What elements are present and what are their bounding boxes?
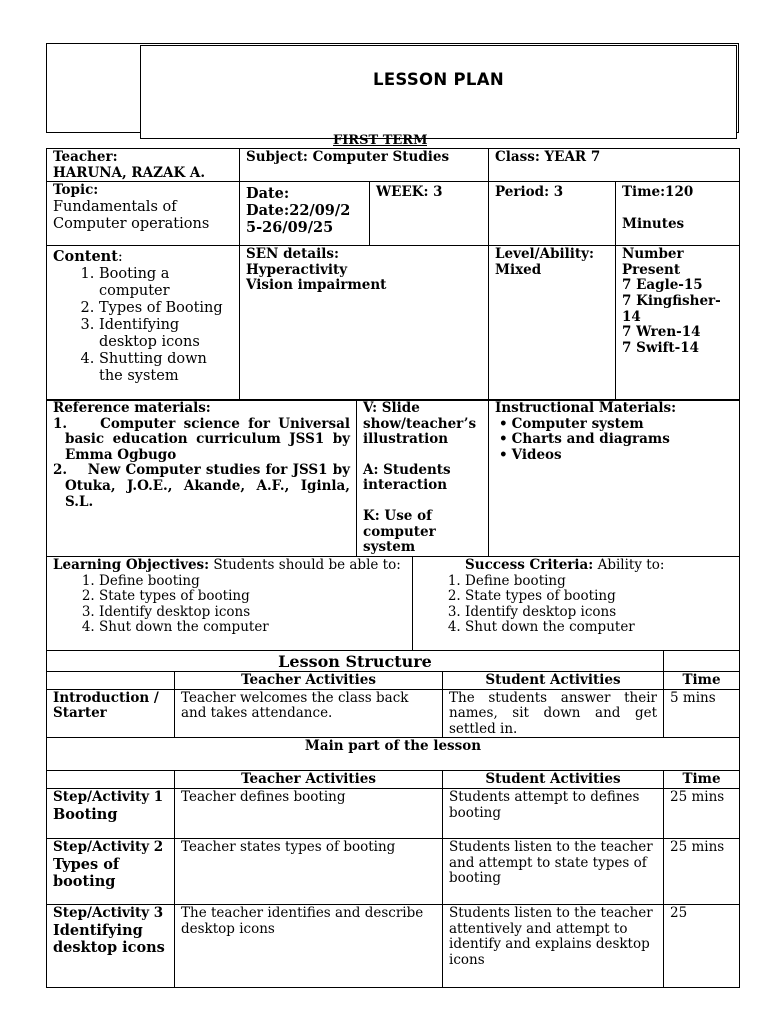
list-item: • Charts and diagrams	[511, 432, 733, 448]
intro-time: 5 mins	[664, 689, 740, 738]
time-value: Time:120	[622, 184, 694, 201]
step-teacher: The teacher identifies and describe desktop icons	[175, 904, 443, 987]
instructional-list	[495, 417, 733, 464]
reference-text: Computer science for Universal basic education curriculum JSS1 by Emma Ogbugo	[65, 415, 350, 463]
student-activities-header: Student Activities	[443, 771, 664, 789]
content-list	[53, 266, 233, 385]
content-cell	[47, 246, 240, 401]
vak-cell	[357, 400, 489, 557]
list-item: 4. Shut down the computer	[99, 620, 406, 636]
empty-cell	[47, 672, 175, 690]
date-value: Date:22/09/2 5-26/09/25	[246, 202, 351, 237]
sen-item: Hyperactivity	[246, 261, 348, 278]
intro-label: Introduction / Starter	[47, 689, 175, 738]
date-label: Date:	[246, 185, 290, 203]
term-label: FIRST TERM	[333, 134, 428, 148]
empty-cell	[47, 771, 175, 789]
lesson-structure-table	[46, 650, 740, 988]
reference-item-2: 2. New Computer studies for JSS1 by Otuka, J.O.E., Akande, A.F., Iginla, S.L.	[53, 462, 350, 510]
level-value: Mixed	[495, 261, 542, 278]
table-row	[47, 788, 740, 838]
time-header: Time	[664, 771, 740, 789]
list-item: 2. Types of Booting	[99, 300, 233, 317]
date-cell	[240, 182, 370, 246]
teacher-cell	[47, 149, 240, 182]
week-cell: WEEK: 3	[370, 182, 489, 246]
objectives-label: Learning Objectives:	[53, 557, 210, 573]
list-item: 1. Define booting	[465, 574, 733, 590]
student-activities-header: Student Activities	[443, 672, 664, 690]
step-name: Booting	[53, 805, 118, 823]
step-student: Students listen to the teacher attentively and attempt to identify and explains desktop icons	[443, 904, 664, 987]
teacher-name: HARUNA, RAZAK A.	[53, 164, 206, 181]
step-teacher: Teacher defines booting	[175, 788, 443, 838]
page-title: LESSON PLAN	[373, 70, 504, 89]
success-cell	[413, 557, 740, 651]
period-cell: Period: 3	[489, 182, 616, 246]
topic-text: Fundamentals of Computer operations	[53, 198, 210, 232]
teacher-activities-header: Teacher Activities	[175, 771, 443, 789]
teacher-label: Teacher:	[53, 149, 118, 165]
step-teacher: Teacher states types of booting	[175, 838, 443, 904]
success-heading	[419, 558, 733, 574]
step-student: Students listen to the teacher and attempt to state types of booting	[443, 838, 664, 904]
step-time: 25 mins	[664, 838, 740, 904]
number-present-item: 7 Kingfisher-14	[622, 292, 721, 325]
step-student: Students attempt to defines booting	[443, 788, 664, 838]
list-item: 4. Shut down the computer	[465, 620, 733, 636]
topic-label: Topic:	[53, 182, 99, 199]
step-name: Types of booting	[53, 855, 120, 890]
step-cell	[47, 904, 175, 987]
subject-cell: Subject: Computer Studies	[240, 149, 489, 182]
content-label: Content	[53, 248, 118, 266]
intro-student: The students answer their names, sit down and get settled in.	[443, 689, 664, 738]
reference-cell	[47, 400, 357, 557]
objectives-list	[53, 574, 406, 636]
kinesthetic-text: K: Use of computer system	[363, 507, 436, 556]
time-unit: Minutes	[622, 215, 685, 232]
step-label: Step/Activity 3	[53, 904, 164, 921]
visual-text: V: Slide show/teacher’s illustration	[363, 400, 477, 448]
content-heading: Content:	[53, 248, 123, 266]
step-label: Step/Activity 2	[53, 838, 164, 855]
time-cell	[616, 182, 740, 246]
number-present-item: 7 Swift-14	[622, 339, 700, 356]
list-item: 3. Identifying desktop icons	[99, 317, 233, 351]
list-item: 2. State types of booting	[99, 589, 406, 605]
objectives-table	[46, 556, 740, 651]
class-cell: Class: YEAR 7	[489, 149, 740, 182]
header-title-box	[140, 45, 737, 139]
list-item: 1. Booting a computer	[99, 266, 233, 300]
main-part-label: Main part of the lesson	[47, 738, 740, 771]
topic-cell	[47, 182, 240, 246]
list-item: • Computer system	[511, 417, 733, 433]
empty-cell	[664, 651, 740, 672]
objectives-cell	[47, 557, 413, 651]
success-intro: Ability to:	[597, 557, 665, 573]
lesson-structure-title: Lesson Structure	[47, 651, 664, 672]
reference-text: New Computer studies for JSS1 by Otuka, J.O.E., Akande, A.F., Iginla, S.L.	[65, 462, 350, 510]
table-row	[47, 904, 740, 987]
list-item: • Videos	[511, 448, 733, 464]
step-time: 25 mins	[664, 788, 740, 838]
number-present-label: Number Present	[622, 246, 684, 278]
table-row	[47, 838, 740, 904]
list-item: 1. Define booting	[99, 574, 406, 590]
list-item: 4. Shutting down the system	[99, 351, 233, 385]
auditory-text: A: Students interaction	[363, 461, 451, 494]
number-present-cell	[616, 246, 740, 401]
time-header: Time	[664, 672, 740, 690]
step-label: Step/Activity 1	[53, 788, 164, 805]
number-present-item: 7 Eagle-15	[622, 277, 703, 294]
success-label: Success Criteria:	[465, 557, 594, 573]
lesson-info-table	[46, 148, 740, 401]
sen-item: Vision impairment	[246, 277, 387, 294]
step-time: 25	[664, 904, 740, 987]
level-cell	[489, 246, 616, 401]
success-list	[419, 574, 733, 636]
sen-label: SEN details:	[246, 246, 339, 263]
list-item: 2. State types of booting	[465, 589, 733, 605]
level-label: Level/Ability:	[495, 246, 594, 263]
instructional-label: Instructional Materials:	[495, 400, 677, 416]
reference-item-1: 1. Computer science for Universal basic education curriculum JSS1 by Emma Ogbugo	[53, 415, 350, 463]
sen-cell	[240, 246, 489, 401]
list-item: 3. Identify desktop icons	[465, 605, 733, 621]
intro-teacher: Teacher welcomes the class back and takes attendance.	[175, 689, 443, 738]
objectives-intro: Students should be able to:	[213, 557, 401, 573]
step-name: Identifying desktop icons	[53, 921, 165, 956]
instructional-cell	[489, 400, 740, 557]
step-cell	[47, 838, 175, 904]
teacher-activities-header: Teacher Activities	[175, 672, 443, 690]
list-item: 3. Identify desktop icons	[99, 605, 406, 621]
objectives-heading	[53, 558, 406, 574]
step-cell	[47, 788, 175, 838]
reference-label: Reference materials:	[53, 400, 211, 416]
materials-table	[46, 399, 740, 557]
number-present-item: 7 Wren-14	[622, 324, 701, 341]
